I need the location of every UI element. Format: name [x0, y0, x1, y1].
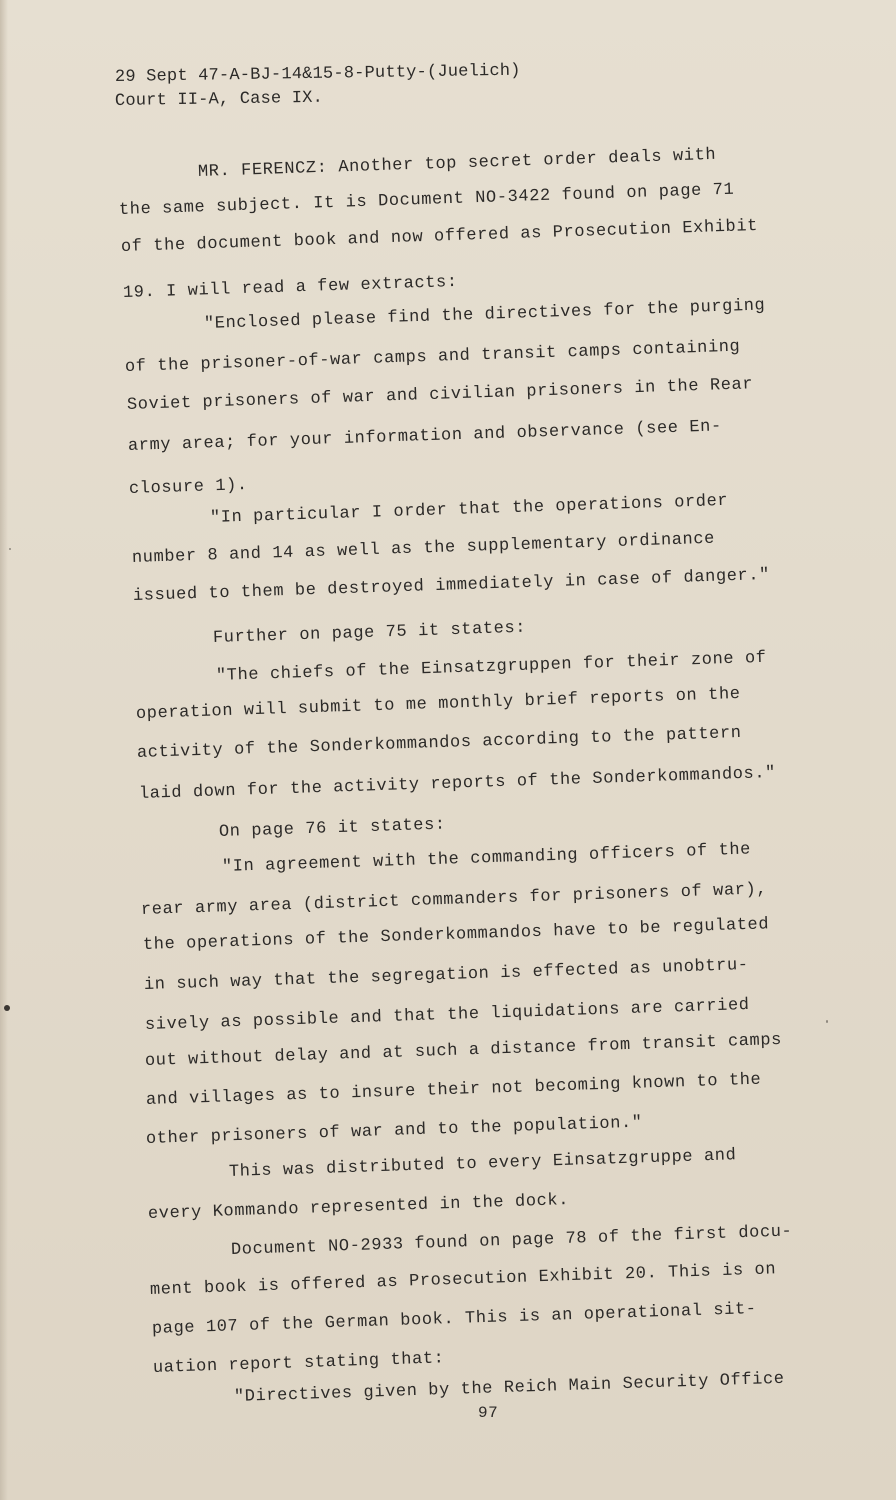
text-line: page 107 of the German book. This is an operational sit-	[151, 1299, 757, 1339]
text-line: operation will submit to me monthly brief reports on the	[135, 684, 741, 724]
text-line: "The chiefs of the Einsatzgruppen for their zone of	[215, 648, 767, 686]
text-line: On page 76 it states:	[218, 815, 447, 842]
page-number: 97	[478, 1404, 499, 1422]
text-line: issued to them be destroyed immediately in case of danger."	[132, 565, 771, 606]
text-line: the operations of the Sonderkommandos have to be regulated	[142, 915, 770, 955]
text-line: uation report stating that:	[152, 1349, 445, 1378]
text-line: number 8 and 14 as well as the supplementary ordinance	[131, 529, 716, 568]
paper-edge-shadow	[0, 0, 8, 1500]
text-line: Soviet prisoners of war and civilian prisoners in the Rear	[126, 375, 754, 415]
text-line: out without delay and at such a distance from transit camps	[144, 1030, 783, 1071]
text-line: other prisoners of war and to the population."	[145, 1113, 643, 1149]
text-line: 19. I will read a few extracts:	[122, 272, 458, 303]
text-line: This was distributed to every Einsatzgruppe and	[228, 1146, 737, 1182]
text-line: laid down for the activity reports of the Sonderkommandos."	[138, 763, 777, 804]
text-line: activity of the Sonderkommandos according to the pattern	[136, 723, 742, 763]
ink-speck	[826, 1020, 828, 1023]
text-line: of the document book and now offered as Prosecution Exhibit	[120, 216, 759, 257]
text-line: of the prisoner-of-war camps and transit camps containing	[124, 337, 741, 377]
text-line: every Kommando represented in the dock.	[147, 1191, 570, 1224]
header-line-1: 29 Sept 47-A-BJ-14&15-8-Putty-(Juelich)	[114, 61, 521, 87]
text-line: "Directives given by the Reich Main Security Office	[233, 1369, 785, 1407]
text-line: army area; for your information and observance (see En-	[127, 417, 723, 456]
text-line: Further on page 75 it states:	[212, 618, 527, 648]
text-line: "In agreement with the commanding officers of the	[221, 840, 752, 877]
text-line: "Enclosed please find the directives for the purging	[203, 296, 766, 334]
text-line: Document NO-2933 found on page 78 of the first docu-	[230, 1222, 793, 1260]
ink-speck	[9, 548, 11, 550]
text-line: sively as possible and that the liquidations are carried	[144, 995, 750, 1035]
text-line: "In particular I order that the operations order	[209, 491, 729, 528]
text-line: in such way that the segregation is effected as unobtru-	[143, 955, 749, 995]
text-line: and villages as to insure their not becoming known to the	[145, 1070, 762, 1110]
text-line: rear army area (district commanders for prisoners of war),	[140, 880, 768, 920]
text-line: ment book is offered as Prosecution Exhibit 20. This is on	[149, 1260, 777, 1300]
text-line: MR. FERENCZ: Another top secret order deals with	[197, 145, 717, 182]
text-line: the same subject. It is Document NO-3422 found on page 71	[118, 180, 735, 220]
ink-speck	[4, 1005, 10, 1011]
header-line-2: Court II-A, Case IX.	[114, 88, 324, 111]
text-line: closure 1).	[128, 476, 249, 499]
